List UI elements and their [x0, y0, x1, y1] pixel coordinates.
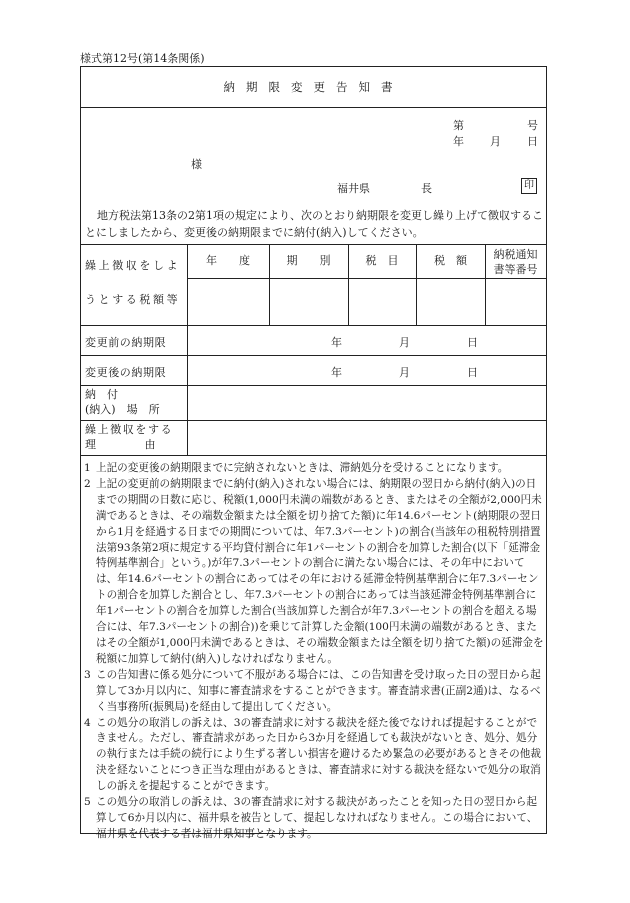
- after-year: 年: [331, 366, 342, 379]
- note-item: 4 この処分の取消しの訴えは、3の審査請求に対する裁決を経た後でなければ提起することができません。ただし、審査請求があった日から3か月を経過しても裁決がないとき、処分、処分の執行または手続の続行により生ずる著しい損害を避けるため緊急の必要があるときその他裁決を経ないことにつき正当な理由があるときは、審査請求に対する裁決を経ないで処分の取消しの訴えを提起することができます。: [84, 716, 541, 793]
- before-month: 月: [399, 336, 410, 349]
- before-day: 日: [467, 336, 478, 349]
- payment-place-label: [85, 387, 160, 417]
- divider: [81, 355, 546, 356]
- reason-label-line1: 繰上徴収をする: [85, 423, 174, 436]
- recipient-suffix: 様: [191, 158, 202, 171]
- col-notice-number: [485, 247, 546, 277]
- tax-row-label-line2: うとする税額等: [85, 293, 181, 306]
- seal-icon: 印: [521, 178, 537, 194]
- number-suffix: 号: [527, 119, 538, 132]
- after-month: 月: [399, 366, 410, 379]
- date-year: 年: [453, 135, 464, 148]
- notice-form: [80, 66, 547, 840]
- payment-place-label-line2: (納入) 場 所: [85, 403, 160, 416]
- col-notice-number-line1: 納税通知: [493, 248, 538, 261]
- date-day: 日: [527, 135, 538, 148]
- col-fiscal-year: 年 度: [206, 254, 250, 267]
- tax-row-label-line1: 繰上徴収をしよ: [85, 259, 181, 272]
- notes-list: [84, 461, 545, 843]
- note-item: 5 この処分の取消しの訴えは、3の審査請求に対する裁決があったことを知った日の翌日から起算して6か月以内に、福井県を被告として、提起しなければなりません。この場合において、福井県を代表する者は福井県知事となります。: [84, 796, 538, 840]
- divider: [187, 244, 188, 455]
- issuer-org: 福井県: [337, 182, 370, 195]
- col-period: 期 別: [286, 254, 331, 267]
- divider: [81, 107, 546, 108]
- after-deadline-label: 変更後の納期限: [85, 366, 167, 379]
- before-year: 年: [331, 336, 342, 349]
- after-day: 日: [467, 366, 478, 379]
- divider: [81, 455, 546, 456]
- note-item: 3 この告知書に係る処分について不服がある場合には、この告知書を受け取った日の翌日から起算して3か月以内に、知事に審査請求をすることができます。審査請求書(正副2通)は、なるべく当事務所(振興局)を経由して提出してください。: [84, 668, 541, 713]
- divider: [81, 420, 546, 421]
- intro-paragraph: 地方税法第13条の2第1項の規定により、次のとおり納期限を変更し繰り上げて徴収することにしましたから、変更後の納期限までに納付(納入)してください。: [85, 209, 543, 239]
- before-deadline-label: 変更前の納期限: [85, 336, 167, 349]
- issuer-title: 長: [421, 182, 432, 195]
- reason-label-line2: 理 由: [85, 438, 157, 451]
- note-item: 2 上記の変更前の納期限までに納付(納入)されない場合には、納期限の翌日から納付(納入)の日までの期間の日数に応じ、税額(1,000円未満の端数があるとき、またはその全額が2,000円未満であるときは、その端数金額または全額を切り捨てた額)に年14.6パーセント(納期限の翌日から1月を経過する日までの期間については、年7.3パーセント)の割合(当該年の租税特別措置法第93条第2項に規定する平均貸付割合に年1パーセントの割合を加算した割合(以下「延滞金特例基準割合」という。)が年7.3パーセントの割合に満たない場合には、その年中においては、年14.6パーセントの割合にあってはその年における延滞金特例基準割合に年7.3パーセントの割合を加算した割合とし、年7.3パーセントの割合にあっては当該延滞金特例基準割合に年1パーセントの割合を加算した割合(当該加算した割合が年7.3パーセントの割合を超える場合には、年7.3パーセントの割合))を乗じて計算した金額(100円未満の端数があるとき、またはその全額が1,000円未満であるときは、その端数金額または全額を切り捨てた額)の延滞金を税額に加算して納付(納入)しなければなりません。: [84, 477, 544, 665]
- divider: [187, 278, 546, 279]
- col-tax-amount: 税 額: [434, 254, 467, 267]
- col-tax-item: 税 目: [365, 254, 399, 267]
- col-notice-number-line2: 書等番号: [493, 263, 538, 276]
- form-reference: 様式第12号(第14条関係): [80, 52, 205, 65]
- payment-place-label-line1: 納 付: [85, 388, 118, 401]
- divider: [81, 385, 546, 386]
- divider: [81, 244, 546, 245]
- note-item: 1 上記の変更後の納期限までに完納されないときは、滞納処分を受けることになります。: [84, 462, 509, 474]
- divider: [81, 325, 546, 326]
- number-prefix: 第: [453, 119, 464, 132]
- document-title: 納期限変更告知書: [223, 80, 404, 94]
- date-month: 月: [490, 135, 501, 148]
- reason-label: [85, 422, 173, 452]
